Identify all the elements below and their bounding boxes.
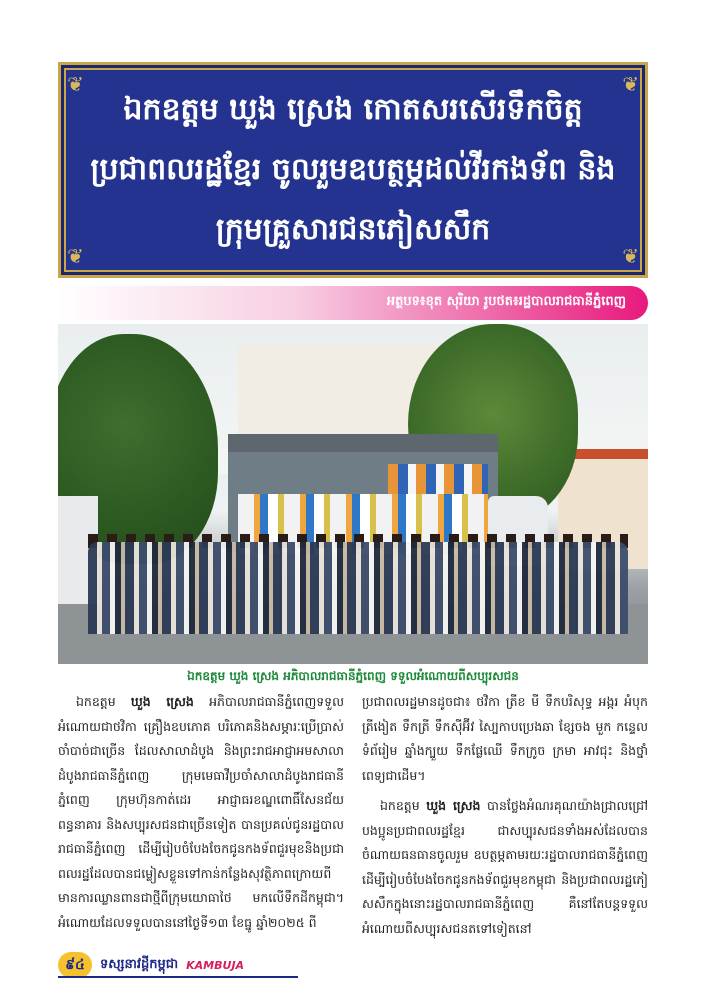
article-column-right <box>362 690 648 941</box>
article-paragraph <box>362 794 648 941</box>
ornament-icon: ❦ <box>622 244 639 268</box>
paragraph-text: បានថ្លែងអំណរគុណយ៉ាងជ្រាលជ្រៅ បងប្អូនប្រជាពលរដ្ឋខ្មែរ ជាសប្បុរសជនទាំងអស់ដែលបានចំណាយធនធានចូលរួម ឧបត្ថម្ភតាមរយៈរដ្ឋបាលរាជធានីភ្នំពេញ ដើម្បីរៀបចំបែងចែកជូនកងទ័ពជួរមុខកម្ពុជា និងប្រជាពលរដ្ឋភៀសសឹកក្នុងនោះរដ្ឋបាលរាជធានីភ្នំពេញ គឺនៅតែបន្តទទួលអំណោយពីសប្បុរសជនតទៅទៀតនៅ <box>362 798 648 936</box>
paragraph-lead: ឯកឧត្តម <box>76 694 131 709</box>
photo-caption: ឯកឧត្តម ឃួង ស្រេង អភិបាលរាជធានីភ្នំពេញ ទទួលអំណោយពីសប្បុរសជន <box>187 669 519 683</box>
magazine-latin-name: KAMBUJA <box>186 958 245 972</box>
title-banner <box>58 62 648 278</box>
byline-credit: អត្ថបទ៖ខុត សុរិយា រូបថត៖រដ្ឋបាលរាជធានីភ្នំពេញ <box>386 294 626 309</box>
person-name: ឃួង ស្រេង <box>426 798 481 813</box>
page-number: ៩៤ <box>58 952 92 978</box>
ornament-icon: ❦ <box>622 72 639 96</box>
article-column-left <box>58 690 344 935</box>
headline-line-2: ប្រជាពលរដ្ឋខ្មែរ ចូលរួមឧបត្ថម្ភដល់វីរកងទ័ព និង <box>90 152 616 187</box>
article-paragraph: ប្រជាពលរដ្ឋមានដូចជា៖ ថវិកា ត្រីខ មី ទឹកបរិសុទ្ធ អង្ករ អំបុក ត្រីងៀត ទឹកត្រី ទឹកស៊ីអ៊ីវ ស្បៃកាបប្រេងឆា ខ្សែចង មួក កន្ទេល ទំព័រៀម ឆ្នាំងក្បួយ ទឹកផ្លែឈើ ទឹកក្រូច ក្រមា អាវជុះ និងថ្នាំពេទ្យជាដើម។ <box>362 694 648 783</box>
ornament-icon: ❦ <box>67 72 84 96</box>
byline-bar <box>58 286 648 320</box>
headline-line-3: ក្រុមគ្រួសារជនភៀសសឹក <box>215 212 491 247</box>
photo-cargo-boxes-top <box>388 464 488 494</box>
paragraph-text: អភិបាលរាជធានីភ្នំពេញទទួលអំណោយជាថវិកា គ្រឿងឧបភោគ បរិភោគនិងសម្ភារៈប្រើប្រាស់ចាំបាច់ជាច្រើន ដែលសាលាដំបូង និងព្រះរាជអាជ្ញាអមសាលាដំបូងរាជធានីភ្នំពេញ ក្រុមមេធាវីប្រចាំសាលាដំបូងរាជធានីភ្នំពេញ ក្រុមហ៊ុនកាត់ដេរ អាជ្ញាធរខណ្ឌពោធិ៍សែនជ័យ ពន្ធនាគារ និងសប្បុរសជនជាច្រើនទៀត បានប្រគល់ជូនរដ្ឋបាលរាជធានីភ្នំពេញ ដើម្បីរៀបចំបែងចែកជូនកងទ័ពជួរមុខនិងប្រជាពលរដ្ឋដែលបានជម្លៀសខ្លួនទៅកាន់កន្លែងសុវត្ថិភាពក្រោយពីមានការឈ្លានពានជាថ្មីពីក្រុមយោធាថៃ មកលើទឹកដីកម្ពុជា។ អំណោយដែលទទួលបាននៅថ្ងៃទី១៣ ខែធ្នូ ឆ្នាំ២០២៥ ពី <box>58 694 344 930</box>
headline-line-1: ឯកឧត្តម ឃួង ស្រេង កោតសរសើរទឹកចិត្ត <box>123 92 583 127</box>
footer-rule <box>58 976 298 978</box>
paragraph-lead: ឯកឧត្តម <box>380 798 427 813</box>
photo-group-people <box>88 542 628 634</box>
ornament-icon: ❦ <box>67 244 84 268</box>
photo-truck-roof <box>228 434 498 454</box>
person-name: ឃួង ស្រេង <box>130 694 194 709</box>
magazine-name: ទស្សនាវដ្តីកម្ពុជា <box>100 956 179 972</box>
group-photo <box>58 324 648 664</box>
article-paragraph <box>58 690 344 935</box>
